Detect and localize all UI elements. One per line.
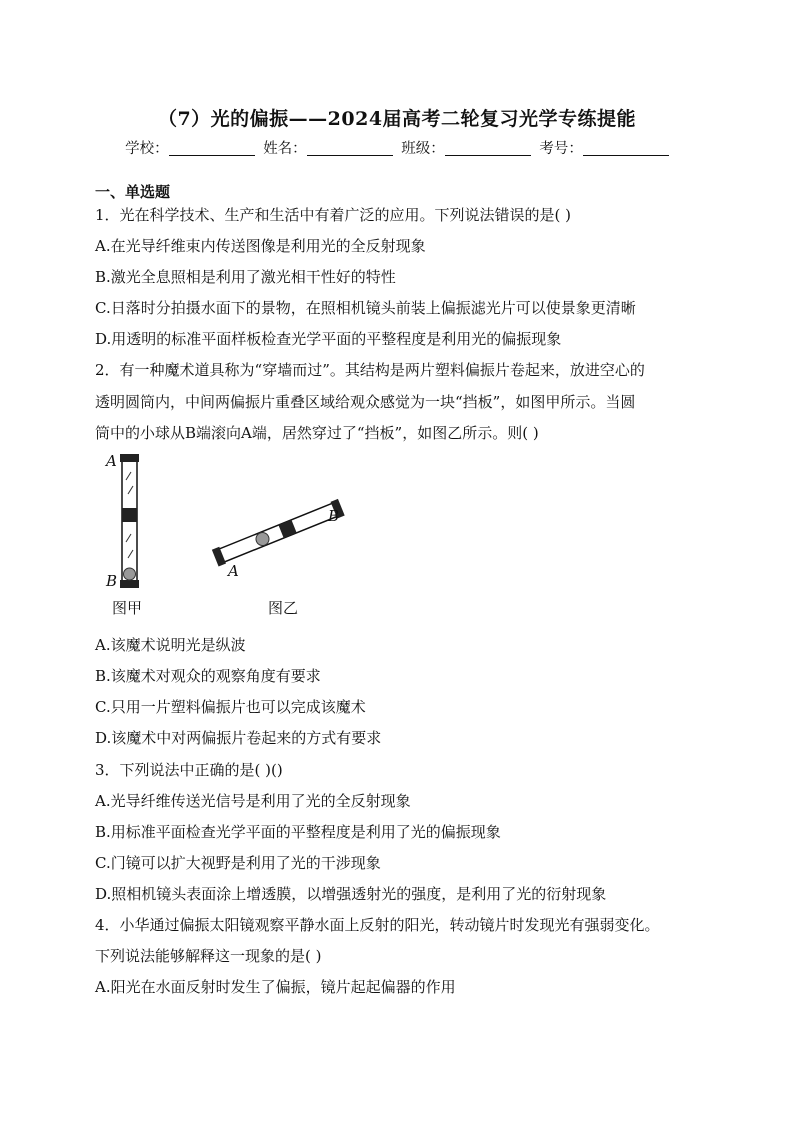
question-4-stem-line-1: 4．小华通过偏振太阳镜观察平静水面上反射的阳光，转动镜片时发现光有强弱变化。 bbox=[95, 916, 660, 934]
name-blank bbox=[307, 141, 393, 156]
question-2-figure bbox=[95, 450, 375, 625]
question-2-option-c: C.只用一片塑料偏振片也可以完成该魔术 bbox=[95, 698, 366, 716]
question-2-option-b: B.该魔术对观众的观察角度有要求 bbox=[95, 667, 321, 685]
class-blank bbox=[445, 141, 531, 156]
question-2-stem-line-2: 透明圆筒内，中间两偏振片重叠区域给观众感觉为一块“挡板”，如图甲所示。当圆 bbox=[95, 393, 636, 411]
question-3-option-a: A.光导纤维传送光信号是利用了光的全反射现象 bbox=[95, 792, 411, 810]
figure-left-label-a: A bbox=[106, 452, 117, 470]
question-2-option-d: D.该魔术中对两偏振片卷起来的方式有要求 bbox=[95, 729, 382, 747]
figure-right-caption: 图乙 bbox=[268, 599, 299, 617]
question-1-option-d: D.用透明的标准平面样板检查光学平面的平整程度是利用光的偏振现象 bbox=[95, 330, 562, 348]
question-4-option-a: A.阳光在水面反射时发生了偏振，镜片起起偏器的作用 bbox=[95, 978, 456, 996]
figure-right-label-a: A bbox=[228, 562, 239, 580]
figure-left-caption: 图甲 bbox=[112, 599, 143, 617]
student-info-row bbox=[0, 137, 794, 158]
question-1-stem: 1．光在科学技术、生产和生活中有着广泛的应用。下列说法错误的是( ) bbox=[95, 206, 572, 224]
figure-right-tilted-tube bbox=[212, 499, 345, 567]
question-3-option-c: C.门镜可以扩大视野是利用了光的干涉现象 bbox=[95, 854, 381, 872]
exam-number-label: 考号： bbox=[539, 141, 583, 157]
question-2-stem-line-3: 筒中的小球从B端滚向A端，居然穿过了“挡板”，如图乙所示。则( ) bbox=[95, 424, 539, 442]
page-title: （7）光的偏振——2024届高考二轮复习光学专练提能 bbox=[157, 108, 637, 130]
figure-left-label-b: B bbox=[106, 572, 118, 590]
school-blank bbox=[169, 141, 255, 156]
question-3-option-d: D.照相机镜头表面涂上增透膜，以增强透射光的强度，是利用了光的衍射现象 bbox=[95, 885, 607, 903]
exam-number-blank bbox=[583, 141, 669, 156]
figure-right-label-b: B bbox=[328, 507, 340, 525]
question-3-option-b: B.用标准平面检查光学平面的平整程度是利用了光的偏振现象 bbox=[95, 823, 501, 841]
class-label: 班级： bbox=[401, 141, 445, 157]
question-3-stem: 3．下列说法中正确的是( )() bbox=[95, 761, 283, 779]
question-4-stem-line-2: 下列说法能够解释这一现象的是( ) bbox=[95, 947, 322, 965]
question-2-option-a: A.该魔术说明光是纵波 bbox=[95, 636, 246, 654]
question-1-option-b: B.激光全息照相是利用了激光相干性好的特性 bbox=[95, 268, 396, 286]
section-heading: 一、单选题 bbox=[95, 183, 171, 201]
question-2-stem-line-1: 2．有一种魔术道具称为“穿墙而过”。其结构是两片塑料偏振片卷起来，放进空心的 bbox=[95, 361, 645, 379]
question-1-option-c: C.日落时分拍摄水面下的景物，在照相机镜头前装上偏振滤光片可以使景象更清晰 bbox=[95, 299, 636, 317]
question-1-option-a: A.在光导纤维束内传送图像是利用光的全反射现象 bbox=[95, 237, 426, 255]
school-label: 学校： bbox=[125, 141, 169, 157]
name-label: 姓名： bbox=[263, 141, 307, 157]
figure-left-vertical-tube bbox=[120, 454, 139, 588]
